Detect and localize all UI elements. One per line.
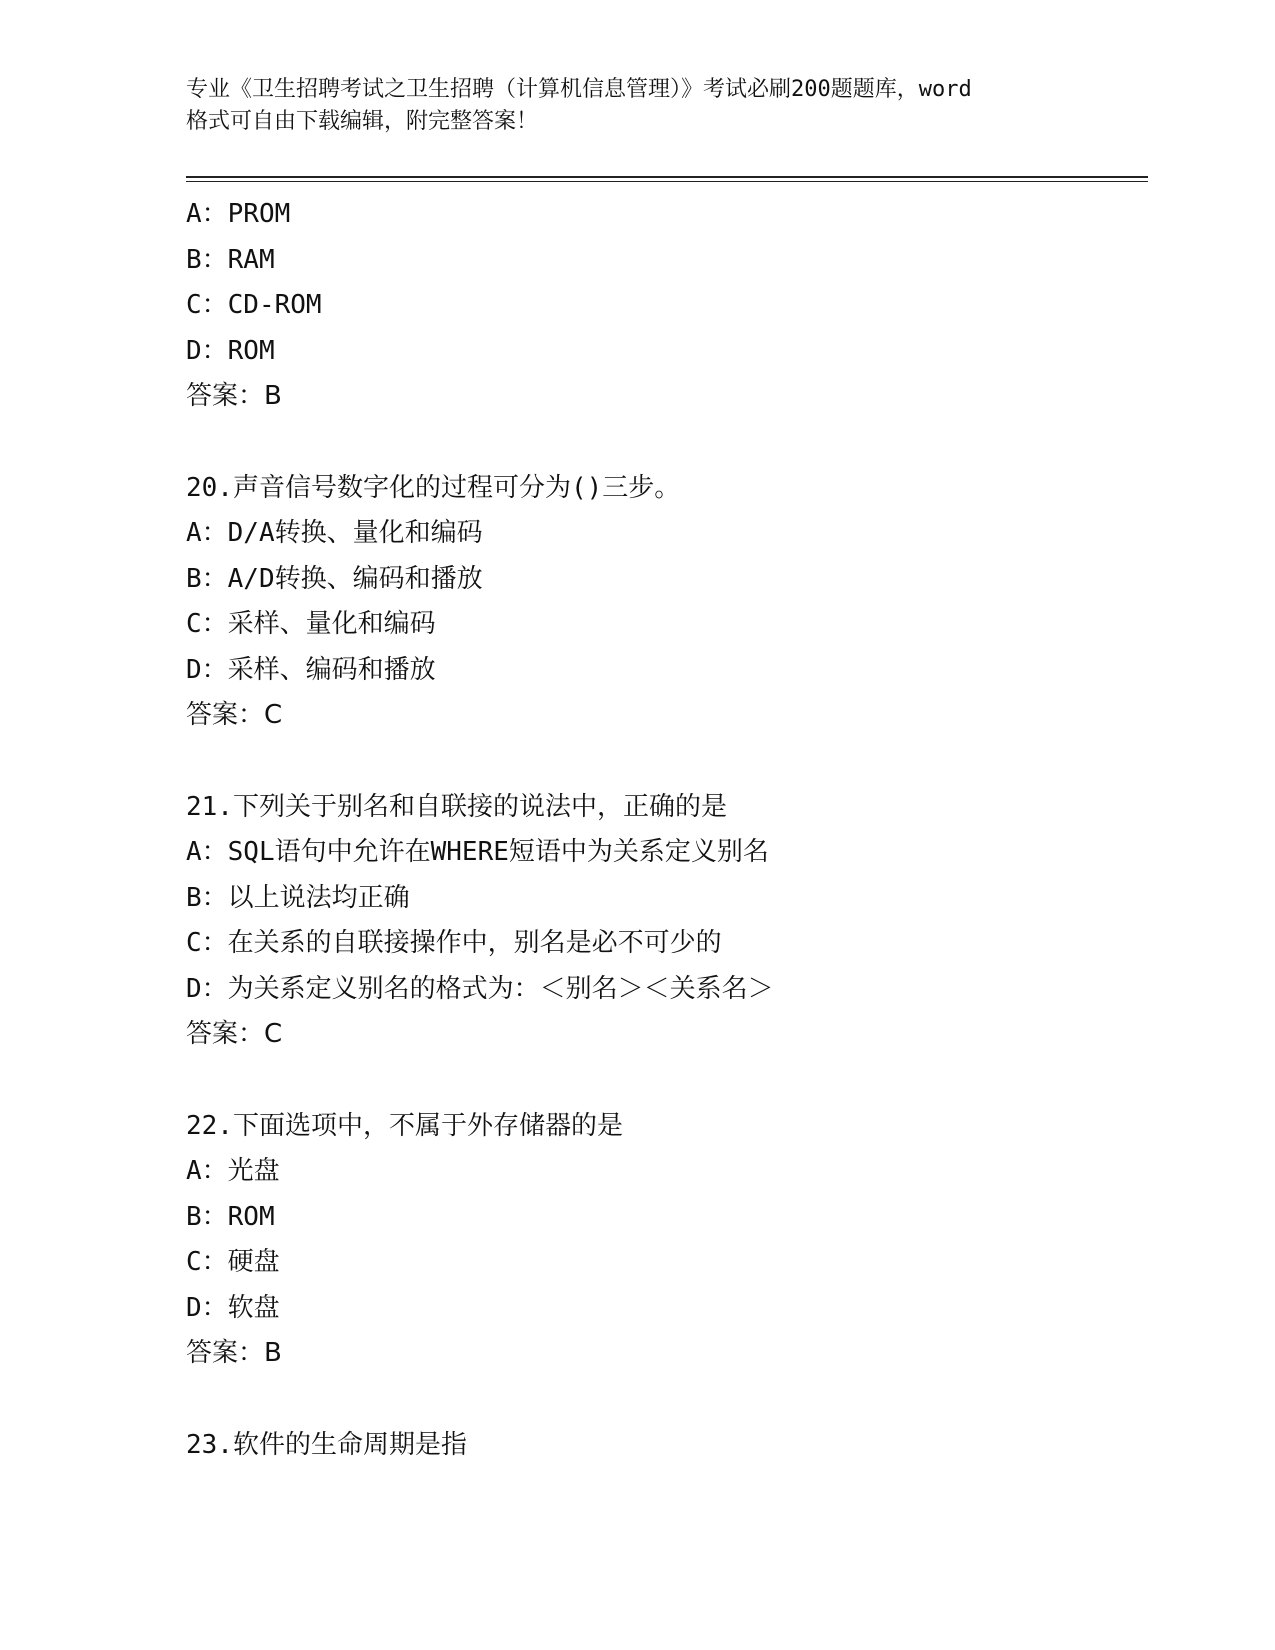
option-c: C：在关系的自联接操作中，别名是必不可少的 [186, 928, 722, 958]
question-text: 22.下面选项中，不属于外存储器的是 [186, 1110, 623, 1141]
option-a: A：D/A转换、量化和编码 [186, 518, 483, 548]
option-b: B：RAM [186, 244, 275, 275]
header-divider-thin [186, 181, 1148, 182]
option-c: C：硬盘 [186, 1247, 280, 1277]
question-20-block [186, 466, 1146, 739]
option-b: B：A/D转换、编码和播放 [186, 563, 483, 594]
option-a: A：光盘 [186, 1156, 280, 1186]
question-text: 20.声音信号数字化的过程可分为()三步。 [186, 472, 681, 503]
header-line-1: 专业《卫生招聘考试之卫生招聘（计算机信息管理）》考试必刷200题题库，word [186, 77, 972, 102]
option-b: B：以上说法均正确 [186, 882, 410, 913]
answer: 答案：C [186, 1019, 283, 1049]
question-21-block [186, 785, 1146, 1058]
option-a: A：SQL语句中允许在WHERE短语中为关系定义别名 [186, 837, 769, 867]
question-19-block [186, 192, 1146, 420]
question-22-block [186, 1104, 1146, 1377]
document-header [186, 74, 1086, 138]
answer: 答案：C [186, 700, 283, 730]
header-divider [186, 176, 1148, 178]
question-text: 23.软件的生命周期是指 [186, 1429, 467, 1460]
question-list [186, 192, 1146, 1468]
option-d: D：软盘 [186, 1292, 280, 1323]
header-line-2: 格式可自由下载编辑，附完整答案！ [186, 109, 539, 134]
option-d: D：为关系定义别名的格式为：＜别名＞＜关系名＞ [186, 973, 774, 1004]
option-d: D：采样、编码和播放 [186, 654, 436, 685]
option-d: D：ROM [186, 335, 275, 366]
answer: 答案：B [186, 381, 282, 411]
option-b: B：ROM [186, 1201, 275, 1232]
question-text: 21.下列关于别名和自联接的说法中，正确的是 [186, 791, 727, 822]
answer: 答案：B [186, 1338, 282, 1368]
option-a: A：PROM [186, 199, 291, 229]
question-23-block [186, 1423, 1146, 1469]
option-c: C：采样、量化和编码 [186, 609, 436, 639]
option-c: C：CD-ROM [186, 290, 322, 320]
